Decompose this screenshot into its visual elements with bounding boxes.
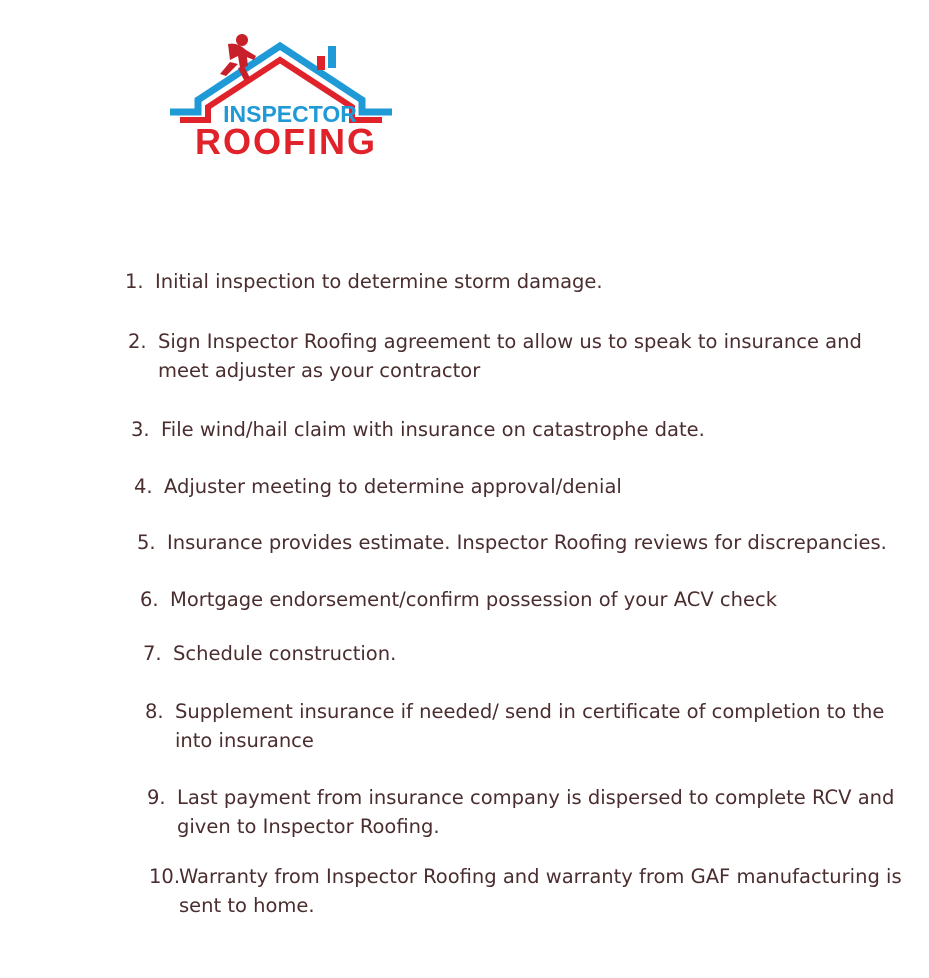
list-item-step-2 xyxy=(128,327,862,385)
step-number: 4. xyxy=(134,475,153,498)
step-text: Insurance provides estimate. Inspector Roofing reviews for discrepancies. xyxy=(167,531,887,554)
list-item-step-7 xyxy=(143,639,396,668)
step-text: Adjuster meeting to determine approval/denial xyxy=(164,475,622,498)
step-number: 8. xyxy=(145,700,164,723)
step-text-continued: sent to home. xyxy=(179,894,315,917)
step-number: 9. xyxy=(147,786,166,809)
step-number: 7. xyxy=(143,642,162,665)
step-text: Mortgage endorsement/confirm possession of your ACV check xyxy=(170,588,778,611)
step-number: 1. xyxy=(125,270,144,293)
list-item-step-9 xyxy=(147,783,894,841)
list-item-step-3 xyxy=(131,415,705,444)
list-item-step-6 xyxy=(140,585,777,614)
step-text-continued: given to Inspector Roofing. xyxy=(177,815,440,838)
step-text: Last payment from insurance company is dispersed to complete RCV and xyxy=(177,786,895,809)
list-item-step-8 xyxy=(145,697,884,755)
logo-text-roofing: ROOFING xyxy=(195,121,377,162)
step-text: Supplement insurance if needed/ send in certificate of completion to the xyxy=(175,700,885,723)
logo-text-inspector: INSPECTOR xyxy=(223,101,357,127)
list-item-step-10 xyxy=(149,862,902,920)
step-text: File wind/hail claim with insurance on catastrophe date. xyxy=(161,418,705,441)
step-text-continued: into insurance xyxy=(175,729,314,752)
step-number: 2. xyxy=(128,330,147,353)
step-text-continued: meet adjuster as your contractor xyxy=(158,359,481,382)
step-text: Warranty from Inspector Roofing and warranty from GAF manufacturing is xyxy=(179,865,902,888)
step-number: 5. xyxy=(137,531,156,554)
list-item-step-1 xyxy=(125,267,603,296)
step-number: 3. xyxy=(131,418,150,441)
list-item-step-5 xyxy=(137,528,887,557)
step-text: Initial inspection to determine storm damage. xyxy=(155,270,603,293)
step-text: Schedule construction. xyxy=(173,642,397,665)
list-item-step-4 xyxy=(134,472,622,501)
step-number: 6. xyxy=(140,588,159,611)
step-number: 10. xyxy=(149,865,181,888)
step-text: Sign Inspector Roofing agreement to allow us to speak to insurance and xyxy=(158,330,862,353)
